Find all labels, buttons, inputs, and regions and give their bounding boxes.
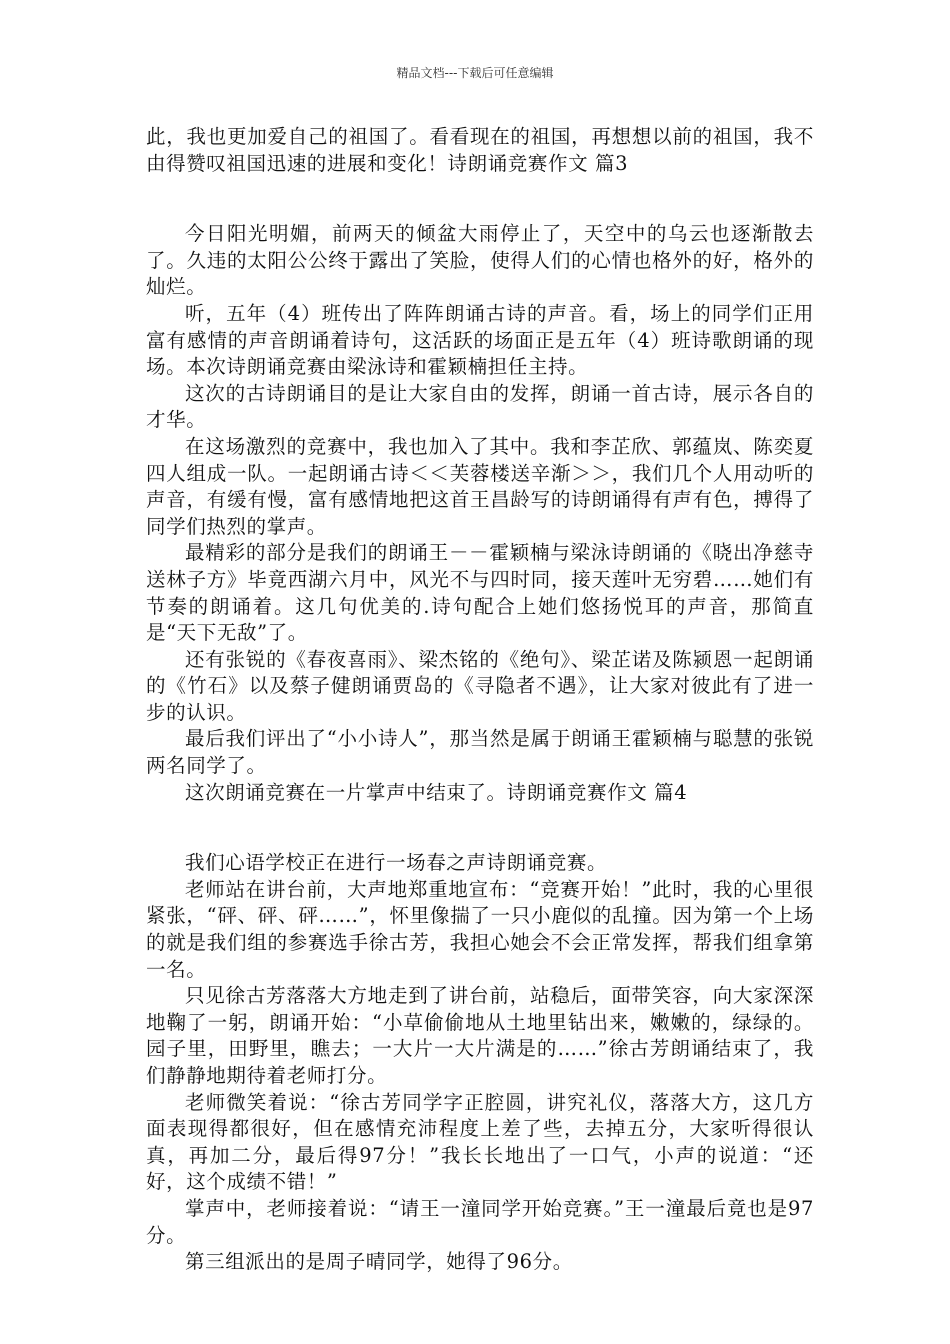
paragraph: 在这场激烈的竞赛中，我也加入了其中。我和李芷欣、郭蕴岚、陈奕夏四人组成一队。一起朗诵古诗＜＜芙蓉楼送辛渐＞＞，我们几个人用动听的声音，有缓有慢，富有感情地把这首王昌龄写的诗朗诵得有声有色，搏得了同学们热烈的掌声。 [146,434,814,538]
paragraph: 还有张锐的《春夜喜雨》、梁杰铭的《绝句》、梁芷诺及陈颍恩一起朗诵的《竹石》以及蔡子健朗诵贾岛的《寻隐者不遇》，让大家对彼此有了进一步的认识。 [146,647,814,724]
section-gap [146,806,814,850]
paragraph: 掌声中，老师接着说：“请王一潼同学开始竞赛。”王一潼最后竟也是97分。 [146,1196,814,1247]
paragraph: 今日阳光明媚，前两天的倾盆大雨停止了，天空中的乌云也逐渐散去了。久违的太阳公公终于露出了笑脸，使得人们的心情也格外的好，格外的灿烂。 [146,222,814,299]
paragraph-continuation: 此，我也更加爱自己的祖国了。看看现在的祖国，再想想以前的祖国，我不由得赞叹祖国迅速的进展和变化！诗朗诵竞赛作文 篇3 [146,125,814,175]
paragraph: 这次的古诗朗诵目的是让大家自由的发挥，朗诵一首古诗，展示各自的才华。 [146,381,814,432]
document-body [146,124,814,1276]
paragraph: 老师站在讲台前，大声地郑重地宣布：“竞赛开始！”此时，我的心里很紧张，“砰、砰、砰……”，怀里像揣了一只小鹿似的乱撞。因为第一个上场的就是我们组的参赛选手徐古芳，我担心她会不会正常发挥，帮我们组拿第一名。 [146,877,814,981]
paragraph: 最精彩的部分是我们的朗诵王－－霍颖楠与梁泳诗朗诵的《晓出净慈寺送林子方》毕竟西湖六月中，风光不与四时同，接天莲叶无穷碧……她们有节奏的朗诵着。这几句优美的.诗句配合上她们悠扬悦耳的声音，那简直是“天下无敌”了。 [146,541,814,645]
page-header: 精品文档---下载后可任意编辑 [396,66,554,80]
paragraph: 我们心语学校正在进行一场春之声诗朗诵竞赛。 [185,851,608,875]
paragraph: 最后我们评出了“小小诗人”，那当然是属于朗诵王霍颖楠与聪慧的张锐两名同学了。 [146,727,814,778]
section-gap [146,177,814,221]
paragraph: 听，五年（4）班传出了阵阵朗诵古诗的声音。看，场上的同学们正用富有感情的声音朗诵着诗句，这活跃的场面正是五年（4）班诗歌朗诵的现场。本次诗朗诵竞赛由梁泳诗和霍颖楠担任主持。 [146,301,814,379]
paragraph: 老师微笑着说：“徐古芳同学字正腔圆，讲究礼仪，落落大方，这几方面表现得都很好，但在感情充沛程度上差了些，去掉五分，大家听得很认真，再加二分，最后得97分！”我长长地出了一口气，小声的说道：“还好，这个成绩不错！” [146,1090,814,1194]
paragraph: 第三组派出的是周子晴同学，她得了96分。 [185,1250,573,1274]
paragraph: 这次朗诵竞赛在一片掌声中结束了。诗朗诵竞赛作文 篇4 [185,780,688,804]
paragraph: 只见徐古芳落落大方地走到了讲台前，站稳后，面带笑容，向大家深深地鞠了一躬，朗诵开始：“小草偷偷地从土地里钻出来，嫩嫩的，绿绿的。园子里，田野里，瞧去；一大片一大片满是的……”徐古芳朗诵结束了，我们静静地期待着老师打分。 [146,984,814,1087]
